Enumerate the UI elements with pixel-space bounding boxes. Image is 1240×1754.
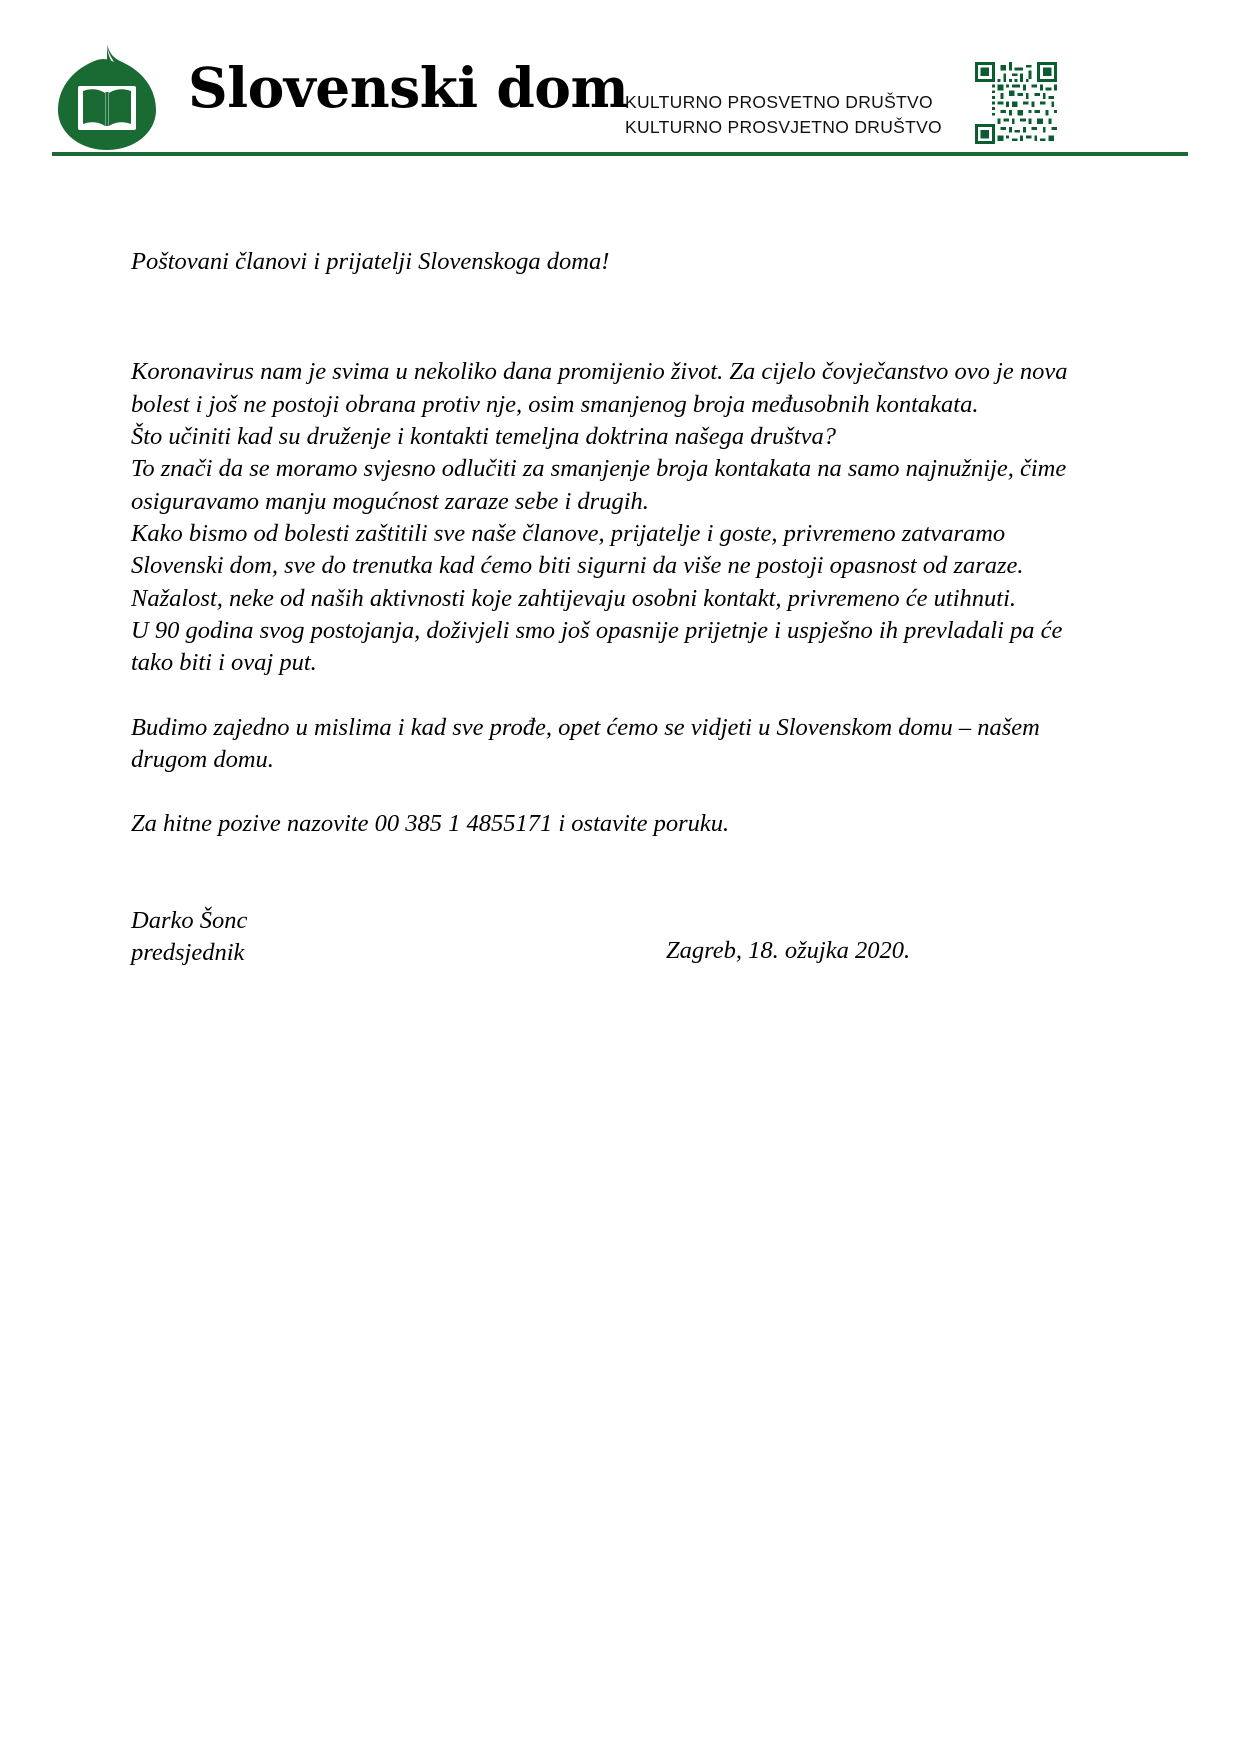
brand-subtitle-slovenian: KULTURNO PROSVETNO DRUŠTVO [625,92,933,112]
paragraph-3: To znači da se moramo svjesno odlučiti za smanjenje broja kontakata na samo najnužnije, čime osiguravamo manju mogućnost zaraze sebe i drugih. [131,455,1067,515]
closing-paragraph: Budimo zajedno u mislima i kad sve prođe, opet ćemo se vidjeti u Slovenskom domu – našem drugom domu. [131,713,1040,773]
brand-title: Slovenski dom [188,55,629,120]
signer-name: Darko Šonc [131,906,248,934]
spacer [131,680,1091,712]
signature-block [131,905,1091,970]
signer-title: predsjednik [131,938,245,966]
paragraph-5: Nažalost, neke od naših aktivnosti koje zahtijevaju osobni kontakt, privremeno će utihnuti. [131,584,1017,612]
spacer [131,776,1091,808]
letterhead [0,0,1240,160]
qr-code-icon [975,62,1057,144]
emergency-contact-line: Za hitne pozive nazovite 00 385 1 4855171 i ostavite poruku. [131,810,730,838]
letter-body [131,246,1091,969]
paragraph-4: Kako bismo od bolesti zaštitili sve naše članove, prijatelje i goste, privremeno zatvaramo Slovenski dom, sve do trenutka kad ćemo biti sigurni da više ne postoji opasnost od zaraze. [131,519,1024,580]
spacer [131,278,1091,356]
header-divider [52,152,1188,156]
paragraph-2: Što učiniti kad su druženje i kontakti temeljna doktrina našega društva? [131,422,836,450]
place-and-date: Zagreb, 18. ožujka 2020. [666,936,911,964]
brand-subtitles [625,90,942,141]
paragraph-6: U 90 godina svog postojanja, doživjeli smo još opasnije prijetnje i uspješno ih prevladali pa će tako biti i ovaj put. [131,616,1063,677]
paragraph-1: Koronavirus nam je svima u nekoliko dana promijenio život. Za cijelo čovječanstvo ovo je nova bolest i još ne postoji obrana protiv nje, osim smanjenog broja međusobnih kontakata. [131,358,1068,418]
salutation: Poštovani članovi i prijatelji Slovenskoga doma! [131,248,610,275]
brand-subtitle-croatian: KULTURNO PROSVJETNO DRUŠTVO [625,117,942,138]
open-book-in-leaf-icon [52,40,162,152]
